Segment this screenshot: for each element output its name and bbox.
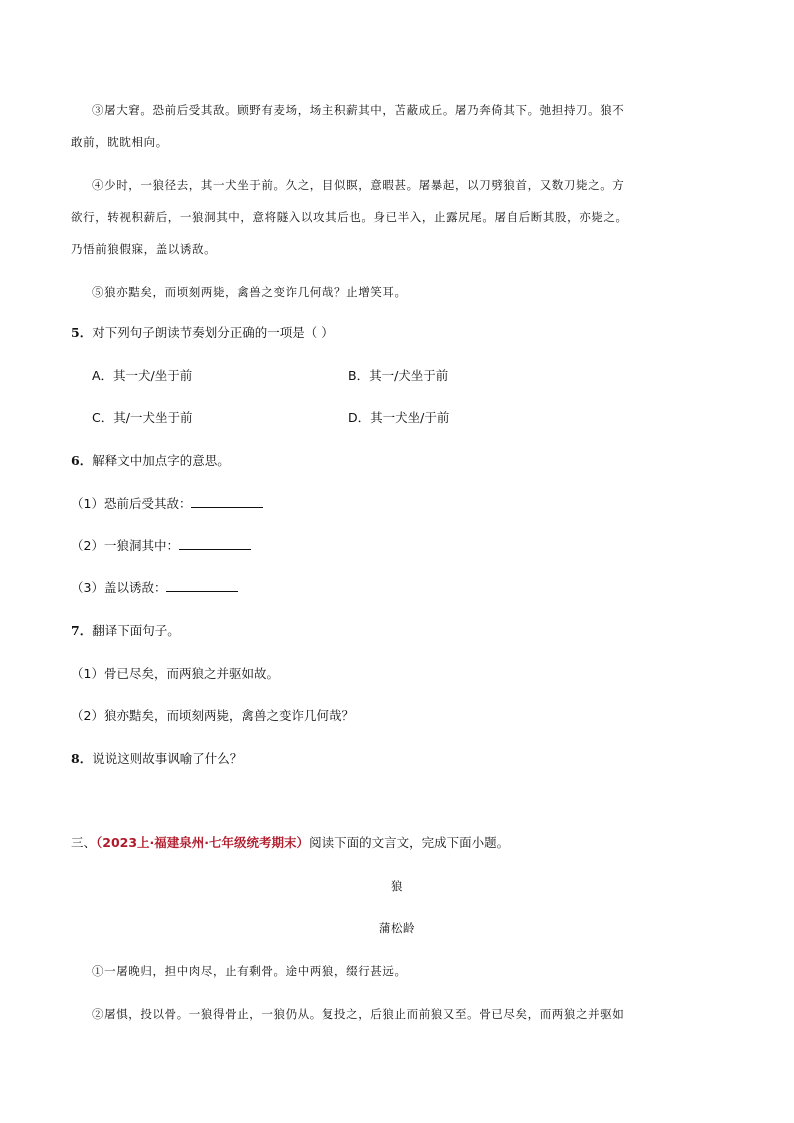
question-5: 5．对下列句子朗读节奏划分正确的一项是（ ） xyxy=(71,325,334,340)
section-3-heading xyxy=(71,833,509,853)
question-5-option-c[interactable]: C．其/一犬坐于前 xyxy=(92,410,193,425)
question-5-stem: 对下列句子朗读节奏划分正确的一项是（ ） xyxy=(92,325,334,340)
passage-a-p4-line3: 乃悟前狼假寐，盖以诱敌。 xyxy=(71,242,217,256)
question-6-item-2-text: （2）一狼洞其中： xyxy=(71,538,179,553)
passage-a-p4-line2: 欲行，转视积薪后，一狼洞其中，意将隧入以攻其后也。身已半入，止露尻尾。屠自后断其股，亦毙之。 xyxy=(71,210,628,224)
question-6-item-1-text: （1）恐前后受其敌： xyxy=(71,496,192,511)
answer-blank[interactable] xyxy=(179,537,251,550)
passage-b-title: 狼 xyxy=(390,879,404,893)
question-7-stem: 翻译下面句子。 xyxy=(92,623,180,638)
question-5-option-d[interactable]: D．其一犬坐/于前 xyxy=(348,410,450,425)
passage-a-p5: ⑤狼亦黠矣，而顷刻两毙，禽兽之变诈几何哉？止增笑耳。 xyxy=(92,285,407,299)
question-5-option-a[interactable]: A．其一犬/坐于前 xyxy=(92,368,193,383)
question-6-item-3-text: （3）盖以诱敌： xyxy=(71,580,167,595)
question-6: 6．解释文中加点字的意思。 xyxy=(71,453,230,468)
question-8-number: 8 xyxy=(71,751,80,766)
passage-a-p3-line2: 敢前，眈眈相向。 xyxy=(71,135,168,149)
passage-b-p1: ①一屠晚归，担中肉尽，止有剩骨。途中两狼，缀行甚远。 xyxy=(92,964,407,978)
question-7-item-1: （1）骨已尽矣，而两狼之并驱如故。 xyxy=(71,666,279,681)
section-3-prefix: 三、 xyxy=(71,835,97,850)
question-7-number: 7 xyxy=(71,623,80,638)
question-6-item-2 xyxy=(71,536,251,556)
question-7: 7．翻译下面句子。 xyxy=(71,623,180,638)
passage-a-p4-line1: ④少时，一狼径去，其一犬坐于前。久之，目似瞑，意暇甚。屠暴起，以刀劈狼首，又数刀毙之。方 xyxy=(92,178,625,192)
passage-b-p2: ②屠惧，投以骨。一狼得骨止，一狼仍从。复投之，后狼止而前狼又至。骨已尽矣，而两狼之并驱如 xyxy=(92,1007,625,1021)
question-6-number: 6 xyxy=(71,453,80,468)
passage-b-author: 蒲松龄 xyxy=(378,921,416,935)
section-3-instruction: 阅读下面的文言文，完成下面小题。 xyxy=(309,835,510,850)
question-8: 8．说说这则故事讽喻了什么？ xyxy=(71,751,243,766)
answer-blank[interactable] xyxy=(166,579,238,592)
question-6-stem: 解释文中加点字的意思。 xyxy=(92,453,230,468)
question-7-item-2: （2）狼亦黠矣，而顷刻两毙，禽兽之变诈几何哉？ xyxy=(71,708,354,723)
question-5-option-b[interactable]: B．其一/犬坐于前 xyxy=(348,368,449,383)
passage-a-p3-line1: ③屠大窘。恐前后受其敌。顾野有麦场，场主积薪其中，苫蔽成丘。屠乃奔倚其下。弛担持刀。狼不 xyxy=(92,103,625,117)
question-6-item-1 xyxy=(71,494,263,514)
question-8-stem: 说说这则故事讽喻了什么？ xyxy=(92,751,243,766)
question-5-number: 5 xyxy=(71,325,80,340)
question-6-item-3 xyxy=(71,578,238,598)
section-3-source: （2023上·福建泉州·七年级统考期末） xyxy=(96,835,310,850)
answer-blank[interactable] xyxy=(191,495,263,508)
